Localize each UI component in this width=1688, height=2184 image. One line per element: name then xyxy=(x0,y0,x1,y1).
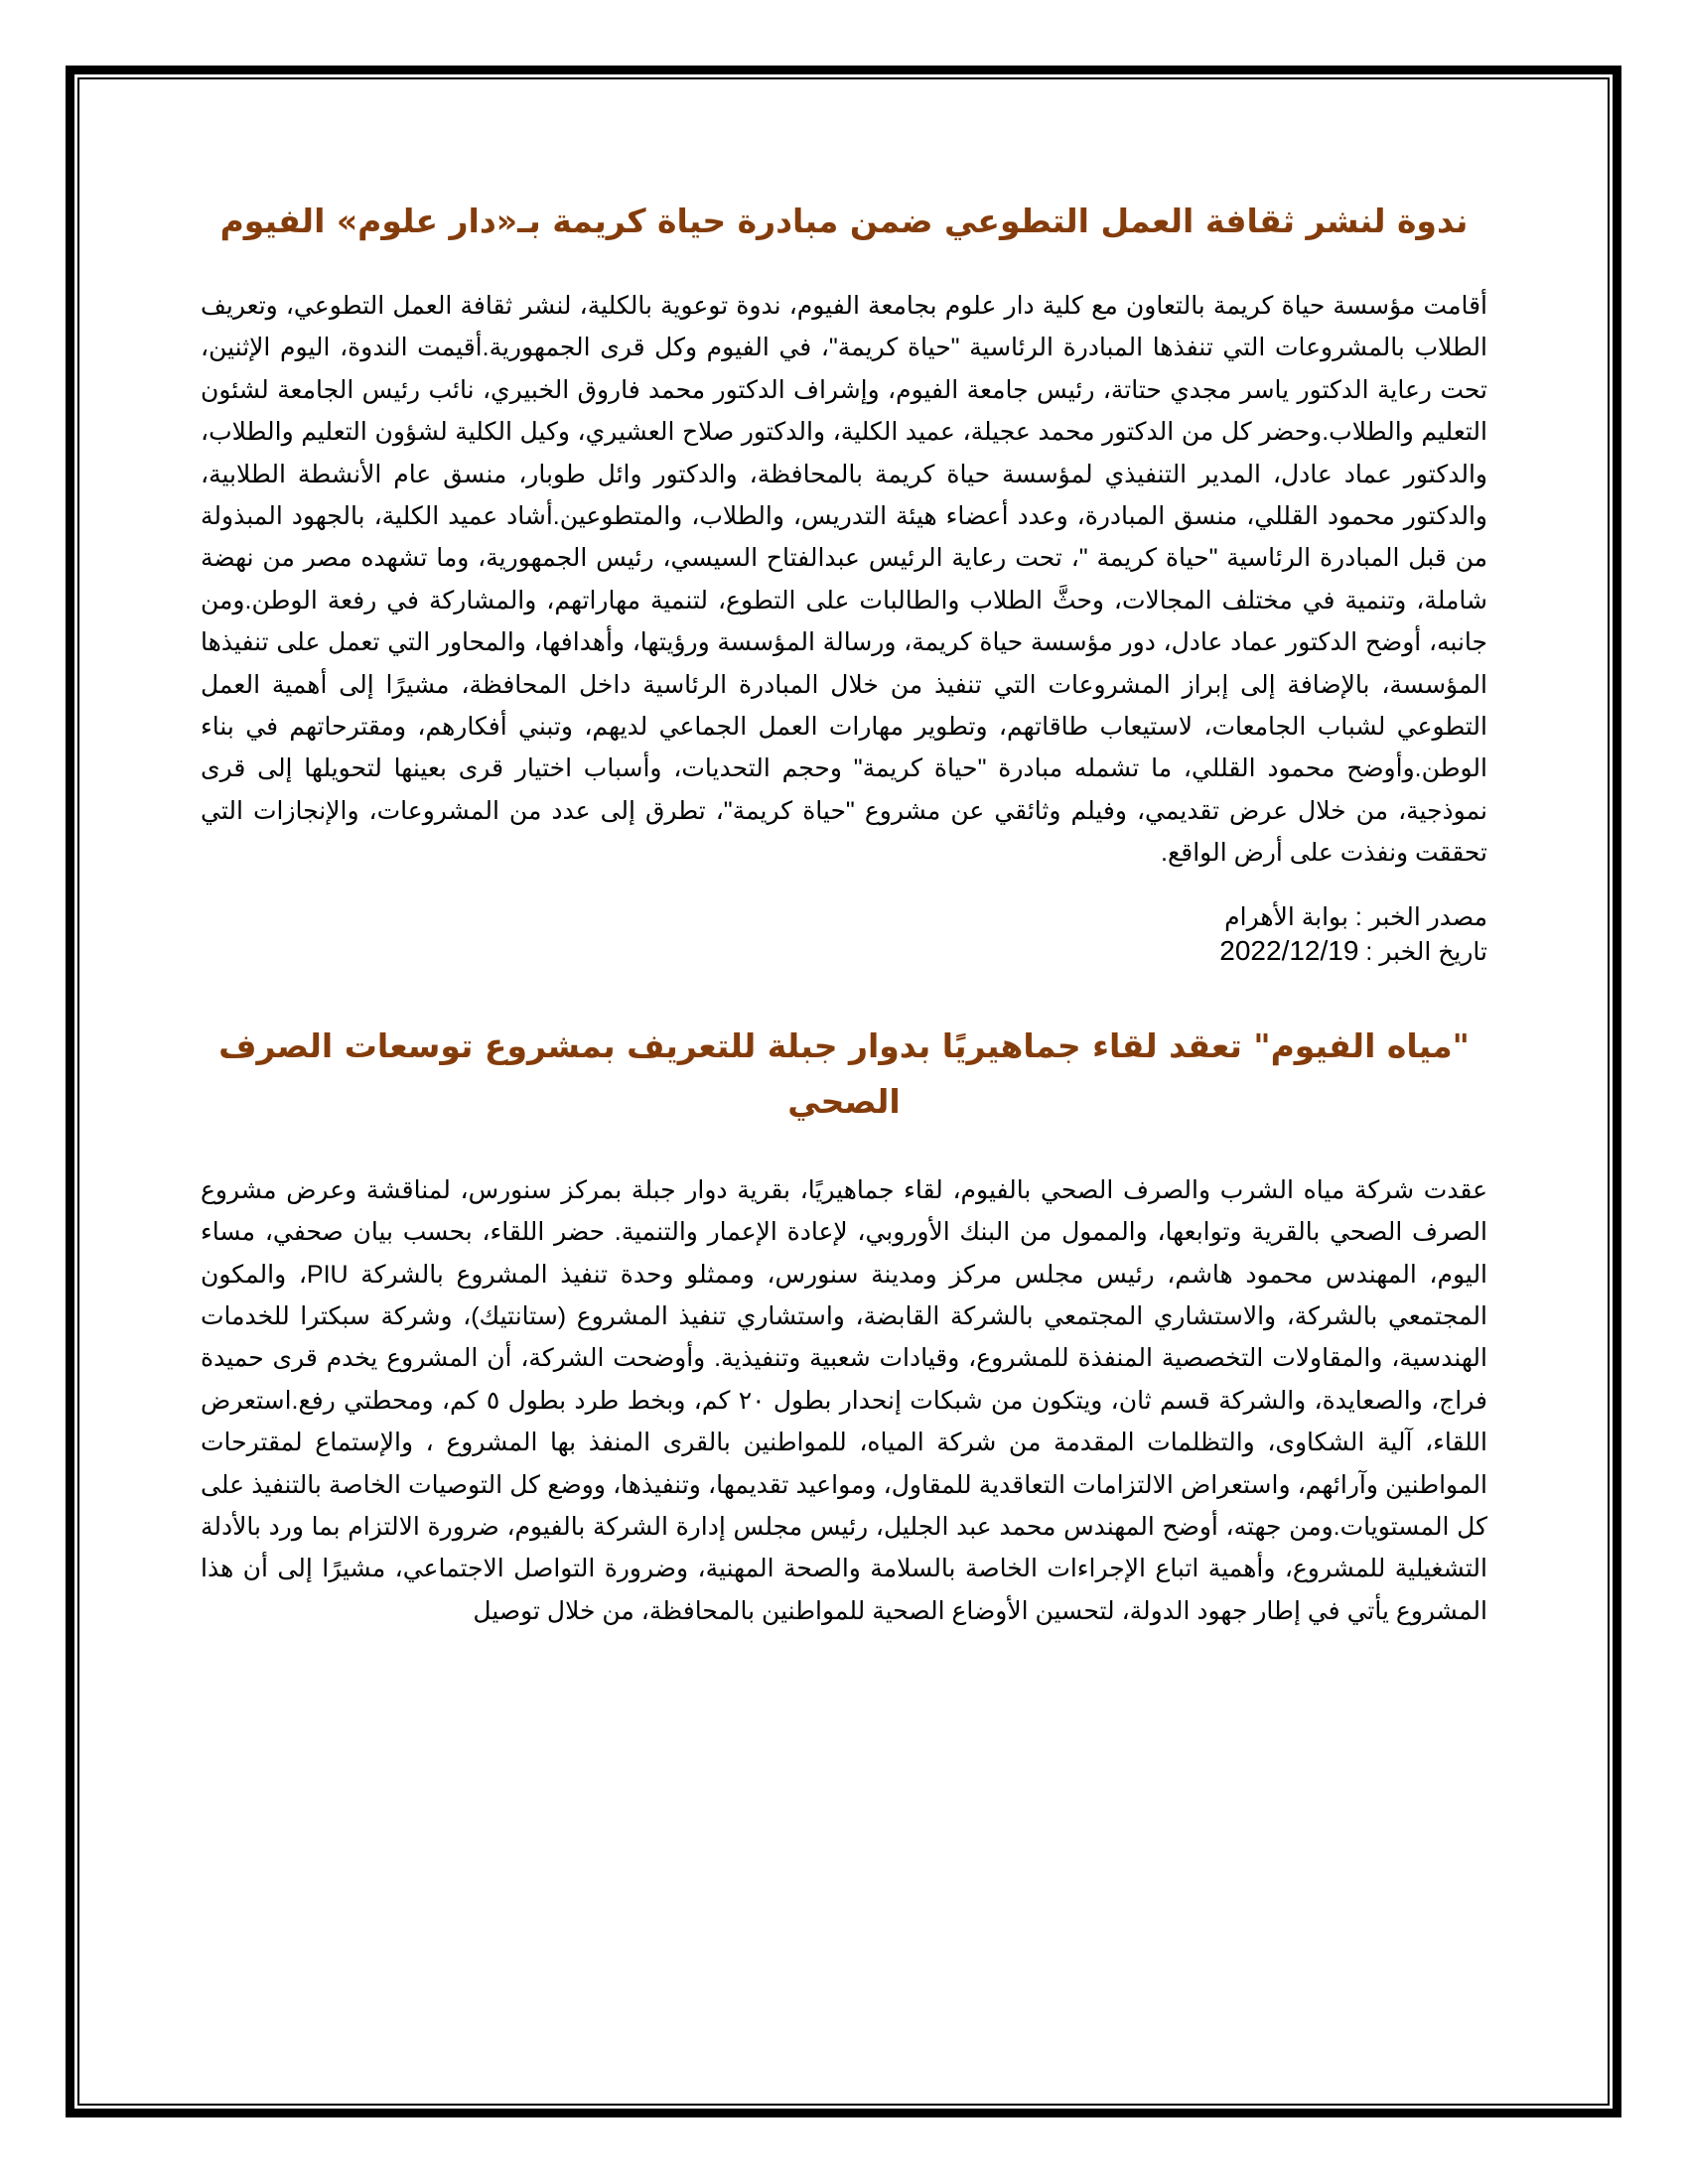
news-source-value: بوابة الأهرام xyxy=(1224,902,1348,931)
article-volunteer-seminar xyxy=(201,194,1487,969)
news-date-value: 2022/12/19 xyxy=(1219,934,1359,966)
article-body: عقدت شركة مياه الشرب والصرف الصحي بالفيوم، لقاء جماهيريًا، بقرية دوار جبلة بمركز سنورس، لمناقشة وعرض مشروع الصرف الصحي بالقرية وتوابعها، والممول من البنك الأوروبي، لإعادة الإعمار والتنمية. حضر اللقاء، بحسب بيان صحفي، مساء اليوم، المهندس محمود هاشم، رئيس مجلس مركز ومدينة سنورس، وممثلو وحدة تنفيذ المشروع بالشركة PIU، والمكون المجتمعي بالشركة، والاستشاري المجتمعي بالشركة القابضة، واستشاري تنفيذ المشروع (ستانتيك)، وشركة سبكترا للخدمات الهندسية، والمقاولات التخصصية المنفذة للمشروع، وقيادات شعبية وتنفيذية. وأوضحت الشركة، أن المشروع يخدم قرى حميدة فراج، والصعايدة، والشركة قسم ثان، ويتكون من شبكات إنحدار بطول ٢٠ كم، وبخط طرد بطول ٥ كم، ومحطتي رفع.استعرض اللقاء، آلية الشكاوى، والتظلمات المقدمة من شركة المياه، للمواطنين بالقرى المنفذ بها المشروع ، والإستماع لمقترحات المواطنين وآرائهم، واستعراض الالتزامات التعاقدية للمقاول، ومواعيد تقديمها، وتنفيذها، ووضع كل التوصيات الخاصة بالتنفيذ على كل المستويات.ومن جهته، أوضح المهندس محمد عبد الجليل، رئيس مجلس إدارة الشركة بالفيوم، ضرورة الالتزام بما ورد بالأدلة التشغيلية للمشروع، وأهمية اتباع الإجراءات الخاصة بالسلامة والصحة المهنية، وضرورة التواصل الاجتماعي، مشيرًا إلى أن هذا المشروع يأتي في إطار جهود الدولة، لتحسين الأوضاع الصحية للمواطنين بالمحافظة، من خلال توصيل xyxy=(201,1175,1488,1625)
news-date-label: تاريخ الخبر : xyxy=(1358,937,1487,966)
document-content xyxy=(201,194,1487,1632)
news-source-label: مصدر الخبر : xyxy=(1347,902,1487,931)
article-title: "مياه الفيوم" تعقد لقاء جماهيريًا بدوار جبلة للتعريف بمشروع توسعات الصرف الصحي xyxy=(218,1025,1470,1121)
article-fayoum-water xyxy=(201,1019,1487,1632)
news-source-line xyxy=(201,900,1487,934)
article-source-block xyxy=(201,900,1487,969)
news-date-line xyxy=(201,934,1487,969)
article-body: أقامت مؤسسة حياة كريمة بالتعاون مع كلية دار علوم بجامعة الفيوم، ندوة توعوية بالكلية، لنشر ثقافة العمل التطوعي، وتعريف الطلاب بالمشروعات التي تنفذها المبادرة الرئاسية "حياة كريمة"، في الفيوم وكل قرى الجمهورية.أقيمت الندوة، اليوم الإثنين، تحت رعاية الدكتور ياسر مجدي حتاتة، رئيس جامعة الفيوم، وإشراف الدكتور محمد فاروق الخبيري، نائب رئيس الجامعة لشئون التعليم والطلاب.وحضر كل من الدكتور محمد عجيلة، عميد الكلية، والدكتور صلاح العشيري، وكيل الكلية لشؤون التعليم والطلاب، والدكتور عماد عادل، المدير التنفيذي لمؤسسة حياة كريمة بالمحافظة، والدكتور وائل طوبار، منسق عام الأنشطة الطلابية، والدكتور محمود القللي، منسق المبادرة، وعدد أعضاء هيئة التدريس، والطلاب، والمتطوعين.أشاد عميد الكلية، بالجهود المبذولة من قبل المبادرة الرئاسية "حياة كريمة "، تحت رعاية الرئيس عبدالفتاح السيسي، رئيس الجمهورية، وما تشهده مصر من نهضة شاملة، وتنمية في مختلف المجالات، وحثَّ الطلاب والطالبات على التطوع، لتنمية مهاراتهم، والمشاركة في رفعة الوطن.ومن جانبه، أوضح الدكتور عماد عادل، دور مؤسسة حياة كريمة، ورسالة المؤسسة ورؤيتها، وأهدافها، والمحاور التي تعمل على تنفيذها المؤسسة، بالإضافة إلى إبراز المشروعات التي تنفيذ من خلال المبادرة الرئاسية داخل المحافظة، مشيرًا إلى أهمية العمل التطوعي لشباب الجامعات، لاستيعاب طاقاتهم، وتطوير مهارات العمل الجماعي لديهم، وتبني أفكارهم، ومقترحاتهم في بناء الوطن.وأوضح محمود القللي، ما تشمله مبادرة "حياة كريمة" وحجم التحديات، وأسباب اختيار قرى بعينها لتحويلها إلى قرى نموذجية، من خلال عرض تقديمي، وفيلم وثائقي عن مشروع "حياة كريمة"، تطرق إلى عدد من المشروعات، والإنجازات التي تحققت ونفذت على أرض الواقع. xyxy=(201,292,1487,868)
article-title: ندوة لنشر ثقافة العمل التطوعي ضمن مبادرة حياة كريمة بـ«دار علوم» الفيوم xyxy=(219,202,1469,240)
